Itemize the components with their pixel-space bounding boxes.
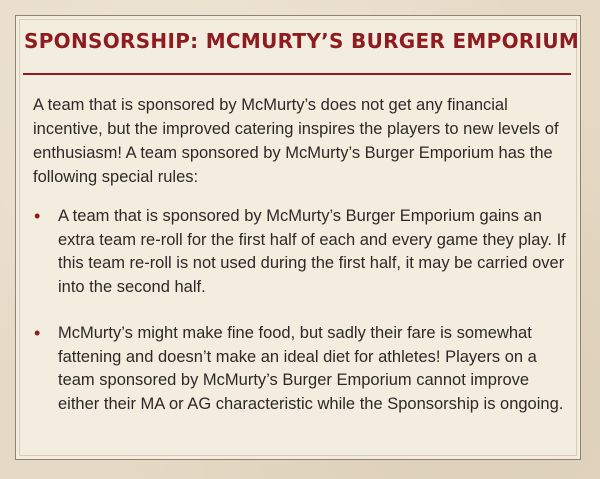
bullet-icon: • (34, 323, 41, 343)
section-title: SPONSORSHIP: MCMURTY’S BURGER EMPORIUM (24, 29, 580, 53)
list-item (33, 322, 573, 416)
special-rules-list (33, 205, 573, 416)
intro-paragraph: A team that is sponsored by McMurty’s does not get any financial incentive, but the improved catering inspires the players to new levels of enthusiasm! A team sponsored by McMurty’s Burger Emporium has the following special rules: (33, 96, 559, 186)
rule-text-no-ma-ag-improvement: McMurty’s might make fine food, but sadly their fare is somewhat fattening and doesn’t make an ideal diet for athletes! Players on a team sponsored by McMurty’s Burger Emporium cannot improve either their MA or AG characteristic while the Sponsorship is ongoing. (58, 324, 564, 413)
list-item (33, 205, 573, 299)
rule-text-extra-reroll: A team that is sponsored by McMurty’s Burger Emporium gains an extra team re-roll for the first half of each and every game they play. If this team re-roll is not used during the first half, it may be carried over into the second half. (58, 207, 566, 296)
title-underline (23, 73, 571, 75)
bullet-icon: • (34, 206, 41, 226)
